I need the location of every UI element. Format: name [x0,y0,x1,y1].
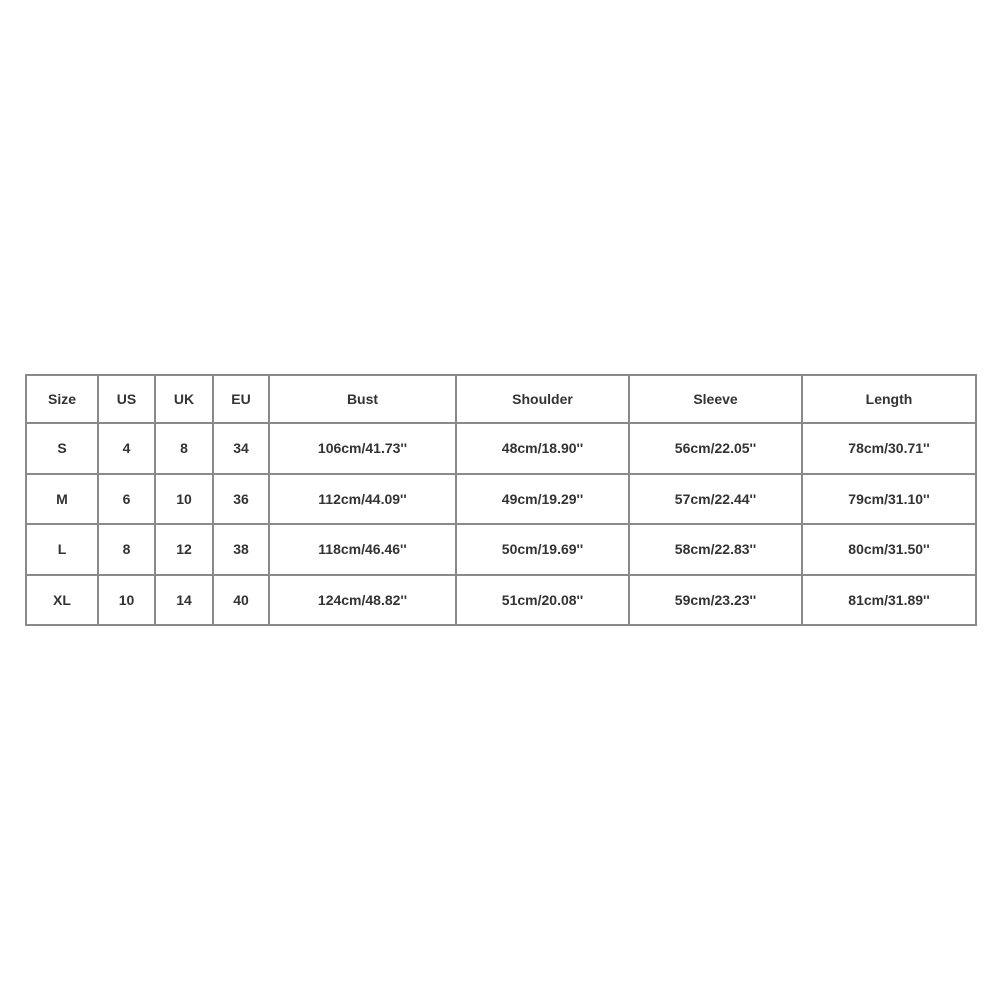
cell-size: XL [26,575,98,626]
header-length: Length [802,375,976,423]
cell-uk: 14 [155,575,213,626]
cell-sleeve: 57cm/22.44'' [629,474,802,525]
cell-size: M [26,474,98,525]
cell-us: 8 [98,524,155,575]
cell-eu: 40 [213,575,269,626]
table-row [26,474,976,525]
header-row [26,375,976,423]
cell-eu: 38 [213,524,269,575]
cell-eu: 36 [213,474,269,525]
cell-length: 78cm/30.71'' [802,423,976,474]
cell-uk: 8 [155,423,213,474]
header-size: Size [26,375,98,423]
cell-shoulder: 49cm/19.29'' [456,474,629,525]
header-eu: EU [213,375,269,423]
header-sleeve: Sleeve [629,375,802,423]
cell-length: 81cm/31.89'' [802,575,976,626]
cell-us: 4 [98,423,155,474]
cell-uk: 12 [155,524,213,575]
cell-shoulder: 48cm/18.90'' [456,423,629,474]
table-row [26,423,976,474]
cell-us: 10 [98,575,155,626]
table-row [26,575,976,626]
cell-bust: 124cm/48.82'' [269,575,456,626]
header-uk: UK [155,375,213,423]
cell-bust: 118cm/46.46'' [269,524,456,575]
size-chart-table [25,374,977,626]
table-row [26,524,976,575]
cell-sleeve: 59cm/23.23'' [629,575,802,626]
header-shoulder: Shoulder [456,375,629,423]
cell-sleeve: 56cm/22.05'' [629,423,802,474]
cell-uk: 10 [155,474,213,525]
header-bust: Bust [269,375,456,423]
cell-shoulder: 50cm/19.69'' [456,524,629,575]
header-us: US [98,375,155,423]
cell-us: 6 [98,474,155,525]
cell-bust: 112cm/44.09'' [269,474,456,525]
cell-size: S [26,423,98,474]
cell-sleeve: 58cm/22.83'' [629,524,802,575]
cell-shoulder: 51cm/20.08'' [456,575,629,626]
cell-length: 80cm/31.50'' [802,524,976,575]
cell-size: L [26,524,98,575]
cell-length: 79cm/31.10'' [802,474,976,525]
cell-eu: 34 [213,423,269,474]
cell-bust: 106cm/41.73'' [269,423,456,474]
